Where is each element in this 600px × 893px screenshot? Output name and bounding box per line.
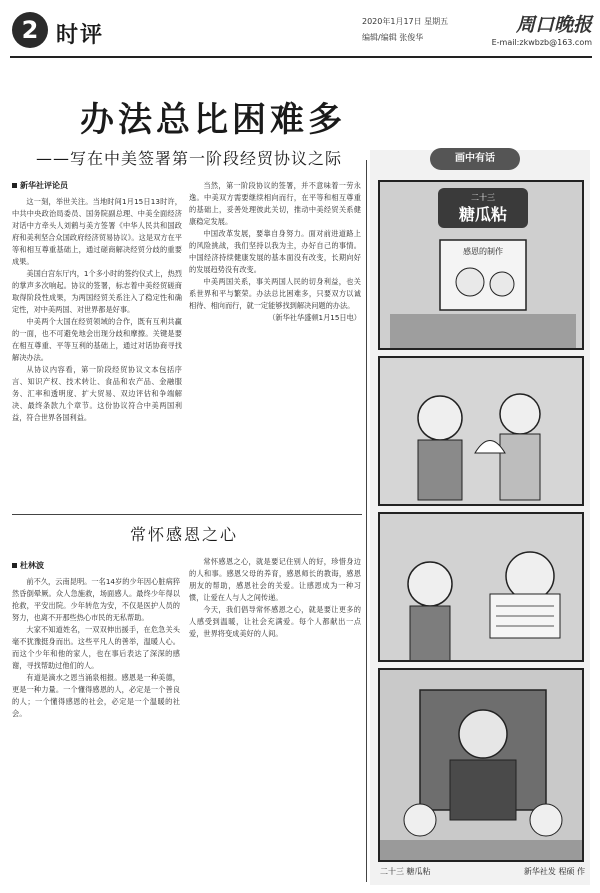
article-title: 办法总比困难多 [80,100,346,140]
comic-credit: 新华社发 程硕 作 [523,867,585,876]
article2-paragraph: 有道是滴水之恩当涌泉相报。感恩是一种美德，更是一种力量。一个懂得感恩的人，必定是一个善良的人；一个懂得感恩的社会，必定是一个温暖的社会。 [12,673,180,718]
article2-paragraph: 大家不知道姓名，一双双伸出援手，在危急关头毫不犹豫挺身而出。这些平凡人的善举，温暖人心。而这个少年和他的家人，也在事后表达了深深的感谢，寻找帮助过他们的人。 [12,625,180,670]
comic-panel-3-illustration [380,514,584,662]
comic-panel-1 [378,180,584,350]
article2-column-left [12,576,180,882]
masthead [10,8,592,58]
comic-panel-2-illustration [380,358,584,506]
article-sign-off: （新华社华盛顿1月15日电） [268,313,361,322]
comic-panel-1-title: 糖瓜粘 [458,205,508,224]
column-divider [366,160,367,882]
comic-panel-2 [378,356,584,506]
comic-panel-1-subtitle: 二十三 [471,193,495,202]
article-paragraph: 这一刻，举世关注。当地时间1月15日13时许，中共中央政治局委员、国务院副总理、中美全面经济对话中方牵头人刘鹤与美方签署《中华人民共和国政府和美利坚合众国政府经济贸易协议》。这是双方在平等和相互尊重基础上，通过磋商解决经贸分歧的重要成果。 [12,197,182,266]
comic-caption: 二十三 糖瓜粘 [380,867,431,876]
article-subtitle: ——写在中美签署第一阶段经贸协议之际 [36,149,343,168]
article-paragraph: 中美两个大国在经贸领域的合作，既有互利共赢的一面，也不可避免地会出现分歧和摩擦。关键是要在相互尊重、平等互利的基础上，通过对话协商寻找解决办法。 [12,317,182,362]
paper-name: 周口晚报 [515,14,592,36]
article-paragraph: 中国改革发展，要靠自身努力。面对前进道路上的风险挑战，我们坚持以我为主，办好自己的事情。中国经济持续健康发展的基本面没有改变，长期向好的发展趋势没有改变。 [189,229,361,274]
article-paragraph: 中美两国关系，事关两国人民的切身利益，也关系世界和平与繁荣。办法总比困难多，只要双方以诚相待、相向而行，就一定能够找到解决问题的办法。 [189,277,361,310]
article-paragraph: 当然，第一阶段协议的签署，并不意味着一劳永逸。中美双方需要继续相向而行，在平等和相互尊重的基础上，妥善处理彼此关切，推动中美经贸关系健康稳定发展。 [189,181,361,226]
article-byline: 新华社评论员 [12,180,68,191]
comic-tag: 画中有话 [430,148,520,170]
article2-byline: 杜林波 [12,560,44,571]
article-paragraph: 美国白宫东厅内，1个多小时的签约仪式上，热烈的掌声多次响起。协议的签署，标志着中美经贸磋商取得阶段性成果，为两国经贸关系注入了稳定性和确定性，对中美两国、对世界都是好事。 [12,269,182,314]
page-number: 2 [12,12,48,48]
article2-column-right [189,556,361,882]
article2-paragraph: 常怀感恩之心，就是要记住别人的好，珍惜身边的人和事。感恩父母的养育，感恩师长的教诲，感恩朋友的帮助，感恩社会的关爱。让感恩成为一种习惯，让爱在人与人之间传递。 [189,557,361,602]
article2-paragraph: 今天，我们倡导常怀感恩之心，就是要让更多的人感受到温暖，让社会充满爱。每个人都献出一点爱，世界将变成美好的人间。 [189,605,361,638]
article2-title: 常怀感恩之心 [130,525,239,544]
comic-panel-3 [378,512,584,662]
comic-panel-4 [378,668,584,862]
contact-email: E-mail:zkwbzb@163.com [491,38,592,47]
section-name: 时评 [56,22,105,48]
comic-sign-text: 感恩的制作 [463,247,503,256]
divider [12,514,362,515]
article2-paragraph: 前不久，云南昆明。一名14岁的少年因心脏病猝然昏倒晕厥。众人急施救，场面感人。最终少年得以抢救，平安出院。少年转危为安，不仅是医护人员的努力，也离不开那些热心市民的无私帮助。 [12,577,180,622]
comic-panel-4-illustration [380,670,584,862]
comic-footer [380,866,585,877]
issue-date: 2020年1月17日 星期五 [362,17,449,26]
editor-credit: 编辑/编辑 张俊华 [362,33,424,42]
article-paragraph: 从协议内容看，第一阶段经贸协议文本包括序言、知识产权、技术转让、食品和农产品、金融服务、汇率和透明度、扩大贸易、双边评估和争端解决、最终条款九个章节。这份协议符合中美两国利益，符合世界各国利益。 [12,365,182,422]
comic-panel-1-illustration [380,182,584,350]
article-column-right [189,180,361,510]
article-column-left [12,196,182,512]
